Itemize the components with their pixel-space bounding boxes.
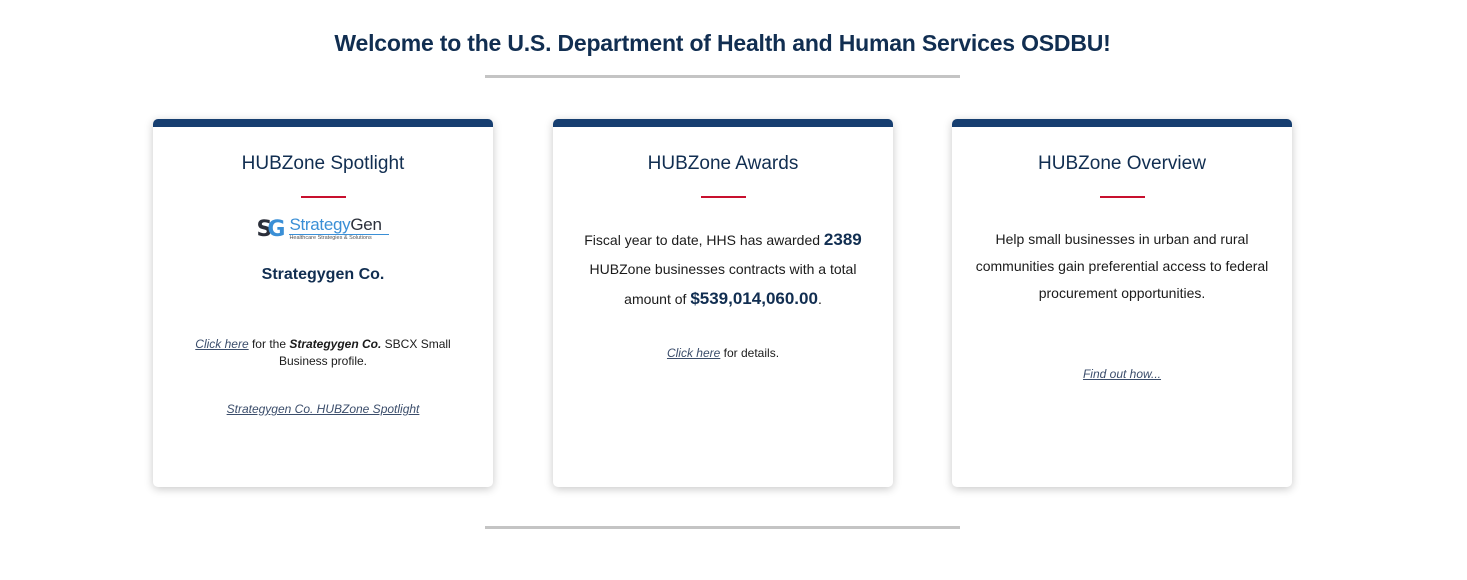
spotlight-card [153,119,493,487]
logo-name: StrategyGen [289,215,382,235]
page-title: Welcome to the U.S. Department of Health and Human Services OSDBU! [334,30,1111,56]
bottom-divider [485,526,960,529]
title-underline [701,196,746,198]
awards-count: 2389 [823,230,862,249]
awards-card-title: HUBZone Awards [647,153,799,174]
strategygen-logo-icon: SG [256,216,281,242]
find-out-how-link[interactable]: Find out how... [1082,367,1162,381]
awards-text-3: . [817,291,822,307]
overview-text: Help small businesses in urban and rural communities gain preferential access to federal procurement opportunities. [975,231,1269,301]
strategygen-logo [153,214,493,244]
awards-text [581,225,866,314]
title-underline [1100,196,1145,198]
spotlight-link[interactable]: Strategygen Co. HUBZone Spotlight [226,402,420,416]
profile-text [188,336,458,370]
spotlight-card-title: HUBZone Spotlight [241,153,405,174]
overview-card [952,119,1292,487]
awards-amount: $539,014,060.00 [690,289,818,308]
title-underline [301,196,346,198]
awards-text-1: Fiscal year to date, HHS has awarded [584,232,824,248]
details-line [553,346,893,360]
awards-text-2: HUBZone businesses contracts with a total amount of [589,261,857,307]
spotlight-company-name: Strategygen Co. [261,266,385,283]
profile-company: Strategygen Co. [289,337,382,351]
profile-link[interactable]: Click here [195,337,249,351]
logo-wordmark [289,216,389,242]
details-text: for details. [720,346,780,360]
details-link[interactable]: Click here [666,346,721,360]
profile-text-before: for the [248,337,290,351]
logo-tagline: Healthcare Strategies & Solutions [289,235,372,242]
profile-text-after: SBCX Small Business profile. [278,337,451,368]
overview-card-title: HUBZone Overview [1038,153,1206,174]
top-divider [485,75,960,78]
awards-card [553,119,893,487]
